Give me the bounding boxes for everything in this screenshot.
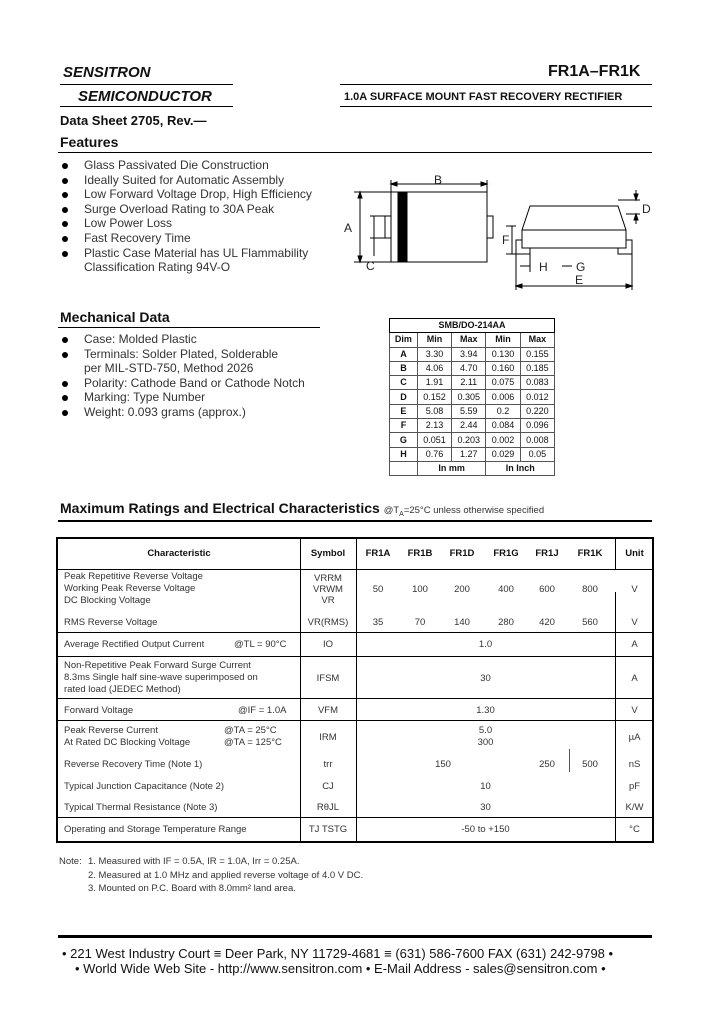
value-text: 70 xyxy=(414,617,426,628)
value-text: 250 xyxy=(539,759,555,770)
char-text: RMS Reverse Voltage xyxy=(64,617,158,628)
col-header-part: FR1B xyxy=(407,548,433,559)
value-text: 1.30 xyxy=(476,705,495,716)
symbol-text: VRRM xyxy=(314,573,342,584)
dim-cell: 1.91 xyxy=(417,376,451,390)
col-header-part: FR1K xyxy=(577,548,603,559)
dim-unit-inch: In Inch xyxy=(486,461,555,475)
feature-item xyxy=(62,173,312,188)
value-text: 35 xyxy=(372,617,384,628)
note-line: 1. Measured with IF = 0.5A, IR = 1.0A, Irr = 0.25A. xyxy=(88,856,300,867)
col-header-part: FR1D xyxy=(449,548,475,559)
dim-cell: 1.27 xyxy=(452,447,486,461)
header-rule-right-1 xyxy=(340,84,652,85)
bullet-icon xyxy=(62,192,68,198)
ratings-title: Maximum Ratings and Electrical Characteristics $@T_A=25^\circ C$ unless otherwise specified xyxy=(60,500,545,518)
item-text: Terminals: Solder Plated, Solderable xyxy=(84,346,279,361)
dim-cell: 0.220 xyxy=(520,404,554,418)
dimension-table-caption: SMB/DO-214AA xyxy=(390,319,555,333)
mechanical-item xyxy=(62,405,305,420)
symbol-text: VRWM xyxy=(313,584,343,595)
dim-cell: 5.59 xyxy=(452,404,486,418)
dim-row xyxy=(390,376,555,390)
col-header-part: FR1A xyxy=(365,548,391,559)
dim-cell: G xyxy=(390,433,418,447)
notes-label: Note: xyxy=(59,856,82,867)
symbol-text: IRM xyxy=(319,732,337,743)
dim-cell: 0.006 xyxy=(486,390,520,404)
dim-cell: C xyxy=(390,376,418,390)
dim-cell: 3.94 xyxy=(452,347,486,361)
char-text: 8.3ms Single half sine-wave superimposed on xyxy=(64,672,258,683)
bullet-icon xyxy=(62,352,68,358)
unit-text: nS xyxy=(628,759,641,770)
dim-cell: 3.30 xyxy=(417,347,451,361)
char-text: Non-Repetitive Peak Forward Surge Current xyxy=(64,660,251,671)
item-text: Marking: Type Number xyxy=(84,390,206,405)
dim-cell: 5.08 xyxy=(417,404,451,418)
dim-cell: 0.155 xyxy=(520,347,554,361)
bullet-icon xyxy=(62,178,68,184)
bullet-icon xyxy=(62,163,68,169)
package-outline-diagram xyxy=(330,160,660,300)
dim-row xyxy=(390,419,555,433)
ratings-table xyxy=(56,537,654,843)
item-text: Weight: 0.093 grams (approx.) xyxy=(84,404,246,419)
dim-cell: 0.76 xyxy=(417,447,451,461)
feature-item xyxy=(62,202,312,217)
char-text: Typical Junction Capacitance (Note 2) xyxy=(64,781,224,792)
dim-label-h: H xyxy=(539,260,548,274)
col-header-symbol: Symbol xyxy=(310,548,346,559)
mechanical-list xyxy=(62,332,305,420)
dim-cell: 0.130 xyxy=(486,347,520,361)
item-text: Fast Recovery Time xyxy=(84,230,191,245)
char-text: Peak Reverse Current xyxy=(64,725,158,736)
dim-cell: F xyxy=(390,419,418,433)
char-text: At Rated DC Blocking Voltage xyxy=(64,737,191,748)
dim-cell: 4.06 xyxy=(417,361,451,375)
value-text: 5.0 xyxy=(478,725,493,736)
terminal-right xyxy=(487,216,493,238)
col-header-part: FR1J xyxy=(535,548,559,559)
dim-cell: 0.160 xyxy=(486,361,520,375)
char-text: Reverse Recovery Time (Note 1) xyxy=(64,759,203,770)
dim-cell: 0.203 xyxy=(452,433,486,447)
symbol-text: VR xyxy=(321,595,335,606)
dim-cell: 0.2 xyxy=(486,404,520,418)
terminal-left xyxy=(385,216,391,238)
item-text: Ideally Suited for Automatic Assembly xyxy=(84,172,285,187)
dim-row xyxy=(390,361,555,375)
note-line: 3. Mounted on P.C. Board with 8.0mm² land area. xyxy=(88,883,296,894)
char-text: Average Rectified Output Current xyxy=(64,639,205,650)
bullet-icon xyxy=(62,236,68,242)
dim-cell: 0.305 xyxy=(452,390,486,404)
symbol-text: VFM xyxy=(317,705,339,716)
dim-header-cell: Min xyxy=(417,333,451,347)
header-rule-left-2 xyxy=(60,106,233,107)
cathode-band xyxy=(398,192,407,262)
unit-text: µA xyxy=(628,732,641,743)
dim-cell: 0.008 xyxy=(520,433,554,447)
dim-cell: 0.185 xyxy=(520,361,554,375)
value-text: 560 xyxy=(582,617,598,628)
symbol-text: IO xyxy=(322,639,334,650)
item-text: Case: Molded Plastic xyxy=(84,332,197,346)
bullet-icon xyxy=(62,207,68,213)
char-text: DC Blocking Voltage xyxy=(64,595,151,606)
value-text: 420 xyxy=(539,617,555,628)
package-side-view-body xyxy=(522,206,626,248)
char-text: Working Peak Reverse Voltage xyxy=(64,583,196,594)
symbol-text: TJ TSTG xyxy=(308,824,348,835)
value-text: 30 xyxy=(480,802,491,813)
unit-text: A xyxy=(631,673,638,684)
features-title: Features xyxy=(60,134,119,150)
company-name-line2: SEMICONDUCTOR xyxy=(78,88,212,105)
value-text: 140 xyxy=(454,617,470,628)
symbol-text: IFSM xyxy=(316,673,340,684)
cond-text: @IF = 1.0A xyxy=(238,705,287,716)
char-text: Operating and Storage Temperature Range xyxy=(64,824,247,835)
symbol-text: CJ xyxy=(322,781,334,792)
dim-cell: D xyxy=(390,390,418,404)
value-text: 30 xyxy=(480,673,491,684)
value-text: 800 xyxy=(582,584,598,595)
dim-cell: 0.084 xyxy=(486,419,520,433)
company-name-line1: SENSITRON xyxy=(63,64,151,81)
footer-rule xyxy=(58,935,652,938)
mechanical-title: Mechanical Data xyxy=(60,309,170,325)
dim-cell: 0.075 xyxy=(486,376,520,390)
value-text: 100 xyxy=(412,584,428,595)
item-text: Polarity: Cathode Band or Cathode Notch xyxy=(84,375,305,390)
value-text: 50 xyxy=(372,584,384,595)
cond-text: @TL = 90°C xyxy=(234,639,287,650)
value-text: 500 xyxy=(582,759,598,770)
dim-header-cell: Min xyxy=(486,333,520,347)
dim-label-f: F xyxy=(502,233,510,247)
dim-header-cell: Max xyxy=(452,333,486,347)
char-text: rated load (JEDEC Method) xyxy=(64,684,181,695)
value-text: 150 xyxy=(435,759,451,770)
dim-cell: 0.002 xyxy=(486,433,520,447)
dim-cell: E xyxy=(390,404,418,418)
bullet-icon xyxy=(62,410,68,416)
unit-text: V xyxy=(631,584,638,595)
symbol-text: RθJL xyxy=(316,802,340,813)
feature-item xyxy=(62,246,312,261)
feature-item xyxy=(62,158,312,173)
item-text: Plastic Case Material has UL Flammability xyxy=(84,245,309,260)
dim-cell: 0.152 xyxy=(417,390,451,404)
dim-label-d: D xyxy=(642,202,651,216)
mechanical-item xyxy=(62,347,305,362)
value-text: 300 xyxy=(477,737,494,748)
value-text: 600 xyxy=(539,584,555,595)
header-rule-right-2 xyxy=(340,106,652,107)
ratings-rule xyxy=(58,520,652,522)
header-rule-left-1 xyxy=(60,84,233,85)
char-text: Forward Voltage xyxy=(64,705,134,716)
char-text: Typical Thermal Resistance (Note 3) xyxy=(64,802,218,813)
dim-cell: 2.44 xyxy=(452,419,486,433)
value-text: 400 xyxy=(498,584,514,595)
footer-web: • World Wide Web Site - http://www.sensitron.com • E-Mail Address - sales@sensitron.com • xyxy=(75,961,606,976)
unit-text: K/W xyxy=(625,802,644,813)
mechanical-item xyxy=(62,376,305,391)
value-text: 1.0 xyxy=(478,639,493,650)
feature-item xyxy=(62,187,312,202)
feature-item: Classification Rating 94V-O xyxy=(84,260,231,275)
bullet-icon xyxy=(62,381,68,387)
value-text: 280 xyxy=(498,617,514,628)
feature-item xyxy=(62,231,312,246)
item-text: Glass Passivated Die Construction xyxy=(84,158,269,172)
footer-address: • 221 West Industry Court ≡ Deer Park, NY 11729-4681 ≡ (631) 586-7600 FAX (631) 242-9798 • xyxy=(62,946,614,961)
features-rule xyxy=(58,152,652,153)
dim-cell: 0.029 xyxy=(486,447,520,461)
unit-text: V xyxy=(631,705,638,716)
bullet-icon xyxy=(62,337,68,343)
value-text: -50 to +150 xyxy=(461,824,510,835)
dim-row xyxy=(390,447,555,461)
dimension-table xyxy=(389,318,555,476)
mechanical-item xyxy=(62,390,305,405)
part-number: FR1A–FR1K xyxy=(548,63,641,80)
dim-unit-mm: In mm xyxy=(417,461,486,475)
feature-item xyxy=(62,216,312,231)
unit-text: pF xyxy=(628,781,641,792)
dim-row xyxy=(390,404,555,418)
char-text: Peak Repetitive Reverse Voltage xyxy=(64,571,203,582)
dim-label-e: E xyxy=(575,273,584,287)
dim-cell: 0.05 xyxy=(520,447,554,461)
dim-cell: B xyxy=(390,361,418,375)
dim-row xyxy=(390,433,555,447)
unit-text: A xyxy=(631,639,638,650)
unit-text: °C xyxy=(629,824,640,835)
dim-cell: 2.11 xyxy=(452,376,486,390)
dim-cell: 0.083 xyxy=(520,376,554,390)
dim-label-b: B xyxy=(434,173,443,187)
mechanical-item: per MIL-STD-750, Method 2026 xyxy=(84,361,254,376)
col-header-part: FR1G xyxy=(493,548,519,559)
dim-cell: 4.70 xyxy=(452,361,486,375)
dim-label-a: A xyxy=(344,221,353,235)
cond-text: @TA = 125°C xyxy=(224,737,282,748)
mechanical-item xyxy=(62,332,305,347)
dim-header-cell: Max xyxy=(520,333,554,347)
dim-units-row xyxy=(390,461,555,475)
dim-cell: 0.012 xyxy=(520,390,554,404)
dim-cell: 0.051 xyxy=(417,433,451,447)
datasheet-id: Data Sheet 2705, Rev.— xyxy=(60,113,207,128)
item-text: Low Power Loss xyxy=(84,216,173,231)
ratings-condition: $@T_A=25^\circ C$ unless otherwise specified xyxy=(383,505,545,518)
col-header-unit: Unit xyxy=(625,548,644,559)
dim-row xyxy=(390,347,555,361)
dim-cell: H xyxy=(390,447,418,461)
mechanical-rule xyxy=(58,327,320,328)
bullet-icon xyxy=(62,221,68,227)
dim-label-c: C xyxy=(366,259,375,273)
dim-label-g: G xyxy=(576,260,586,274)
symbol-text: trr xyxy=(323,759,333,770)
item-text: Low Forward Voltage Drop, High Efficiency xyxy=(84,187,312,202)
unit-text: V xyxy=(631,617,638,628)
dim-header-cell: Dim xyxy=(390,333,418,347)
product-subtitle: 1.0A SURFACE MOUNT FAST RECOVERY RECTIFIER xyxy=(344,91,623,103)
note-line: 2. Measured at 1.0 MHz and applied reverse voltage of 4.0 V DC. xyxy=(88,869,364,881)
dim-cell: A xyxy=(390,347,418,361)
value-text: 200 xyxy=(454,584,470,595)
bullet-icon xyxy=(62,251,68,257)
cond-text: @TA = 25°C xyxy=(224,725,277,736)
dim-cell: 0.096 xyxy=(520,419,554,433)
bullet-icon xyxy=(62,395,68,401)
symbol-text: VR(RMS) xyxy=(307,617,349,628)
item-text: Surge Overload Rating to 30A Peak xyxy=(84,201,275,216)
features-list xyxy=(62,158,312,275)
value-text: 10 xyxy=(480,781,491,792)
dim-row xyxy=(390,390,555,404)
dim-cell: 2.13 xyxy=(417,419,451,433)
col-header-characteristic: Characteristic xyxy=(147,548,211,559)
